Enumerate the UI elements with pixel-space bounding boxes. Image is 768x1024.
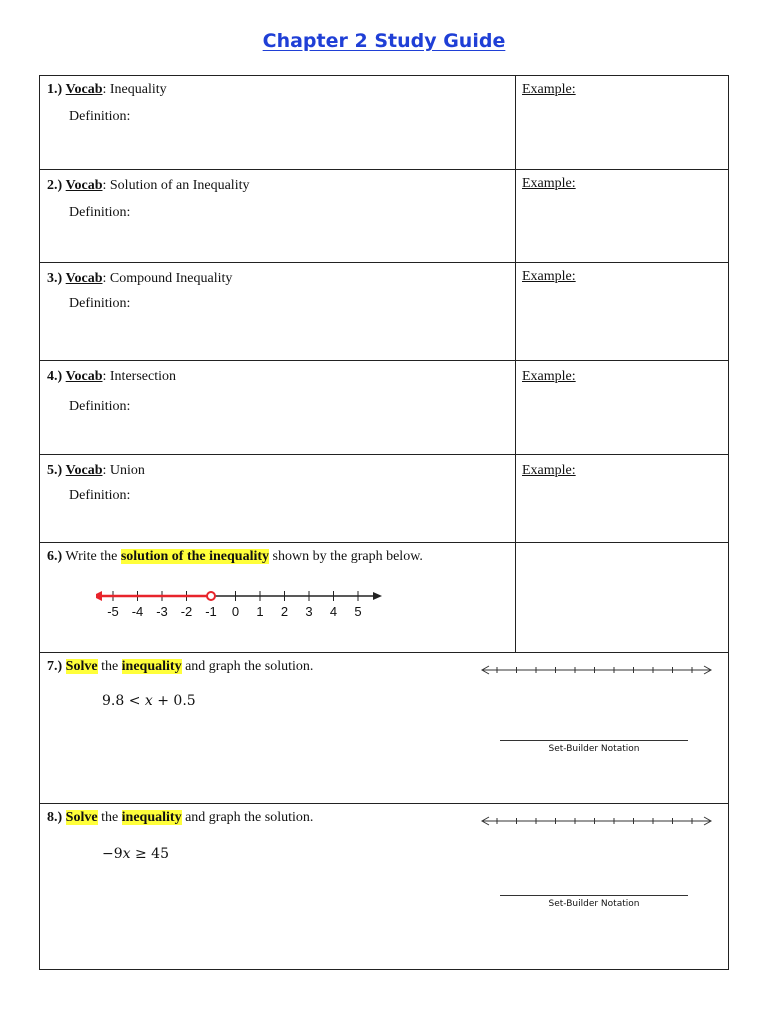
blank-number-line bbox=[478, 663, 718, 687]
tick-label: 2 bbox=[280, 604, 289, 619]
set-builder-answer-line bbox=[500, 740, 688, 741]
open-circle-point bbox=[207, 592, 215, 600]
vocab-row-4 bbox=[40, 361, 728, 455]
study-guide-table bbox=[39, 75, 729, 970]
blank-graph-area bbox=[478, 663, 718, 793]
set-builder-label: Set-Builder Notation bbox=[548, 744, 640, 754]
tick-label: -4 bbox=[131, 604, 144, 619]
solve-highlight: Solve bbox=[65, 659, 98, 674]
left-arrowhead bbox=[96, 591, 102, 601]
vocab-row-5 bbox=[40, 455, 728, 543]
item-number: 2.) bbox=[47, 178, 63, 193]
vocab-term: : Solution of an Inequality bbox=[102, 178, 250, 193]
vocab-row-1 bbox=[40, 76, 728, 170]
tick-label: 0 bbox=[231, 604, 240, 619]
example-label: Example: bbox=[522, 176, 576, 191]
question-8-row bbox=[40, 804, 728, 969]
vocab-cell bbox=[40, 170, 516, 262]
question-text: Write the bbox=[62, 549, 121, 564]
answer-cell bbox=[516, 543, 728, 652]
right-arrowhead bbox=[373, 592, 382, 600]
set-builder-answer-line bbox=[500, 895, 688, 896]
number-line-graph bbox=[96, 583, 396, 623]
question-7-row bbox=[40, 653, 728, 804]
vocab-cell bbox=[40, 361, 516, 454]
question-text: shown by the graph below. bbox=[269, 549, 423, 564]
example-cell bbox=[516, 455, 728, 542]
definition-label: Definition: bbox=[69, 399, 131, 414]
tick-label: -2 bbox=[180, 604, 193, 619]
vocab-label: Vocab bbox=[65, 271, 103, 286]
definition-label: Definition: bbox=[69, 296, 131, 311]
vocab-row-2 bbox=[40, 170, 728, 263]
example-cell bbox=[516, 263, 728, 360]
question-text: the bbox=[97, 810, 122, 825]
vocab-label: Vocab bbox=[65, 463, 103, 478]
vocab-term: : Intersection bbox=[102, 369, 176, 384]
tick-label: 5 bbox=[354, 604, 362, 619]
vocab-label: Vocab bbox=[65, 82, 103, 97]
example-label: Example: bbox=[522, 369, 576, 384]
highlighted-phrase: inequality bbox=[121, 810, 182, 825]
question-text: the bbox=[97, 659, 122, 674]
inequality-problem: 9.8 < 𝑥 + 0.5 bbox=[102, 693, 196, 709]
question-text: and graph the solution. bbox=[181, 659, 314, 674]
vocab-cell bbox=[40, 455, 516, 542]
example-cell bbox=[516, 76, 728, 169]
tick-label: -3 bbox=[156, 604, 168, 619]
tick-label: 3 bbox=[305, 604, 313, 619]
item-number: 4.) bbox=[47, 369, 63, 384]
set-builder-label: Set-Builder Notation bbox=[548, 899, 640, 909]
highlighted-phrase: solution of the inequality bbox=[120, 549, 270, 564]
page-title: Chapter 2 Study Guide bbox=[262, 30, 506, 52]
example-cell bbox=[516, 361, 728, 454]
example-label: Example: bbox=[522, 269, 576, 284]
inequality-problem: −9𝑥 ≥ 45 bbox=[102, 846, 169, 862]
highlighted-phrase: inequality bbox=[121, 659, 182, 674]
item-number: 1.) bbox=[47, 82, 63, 97]
item-number: 3.) bbox=[47, 271, 63, 286]
vocab-term: : Inequality bbox=[102, 82, 167, 97]
vocab-label: Vocab bbox=[65, 178, 103, 193]
example-label: Example: bbox=[522, 463, 576, 478]
tick-label: 1 bbox=[256, 604, 264, 619]
question-6-row bbox=[40, 543, 728, 653]
item-number: 7.) bbox=[47, 659, 63, 674]
item-number: 6.) bbox=[47, 549, 63, 564]
blank-graph-area bbox=[478, 814, 718, 944]
example-label: Example: bbox=[522, 82, 576, 97]
tick-label: 4 bbox=[329, 604, 338, 619]
vocab-row-3 bbox=[40, 263, 728, 361]
vocab-term: : Union bbox=[102, 463, 145, 478]
question-6-cell bbox=[40, 543, 516, 652]
blank-number-line bbox=[478, 814, 718, 838]
vocab-cell bbox=[40, 76, 516, 169]
item-number: 8.) bbox=[47, 810, 63, 825]
tick-label: -5 bbox=[107, 604, 119, 619]
question-text: and graph the solution. bbox=[181, 810, 314, 825]
vocab-term: : Compound Inequality bbox=[102, 271, 233, 286]
solve-highlight: Solve bbox=[65, 810, 98, 825]
vocab-label: Vocab bbox=[65, 369, 103, 384]
example-cell bbox=[516, 170, 728, 262]
vocab-cell bbox=[40, 263, 516, 360]
definition-label: Definition: bbox=[69, 109, 131, 124]
definition-label: Definition: bbox=[69, 205, 131, 220]
item-number: 5.) bbox=[47, 463, 63, 478]
definition-label: Definition: bbox=[69, 488, 131, 503]
tick-label: -1 bbox=[205, 604, 217, 619]
